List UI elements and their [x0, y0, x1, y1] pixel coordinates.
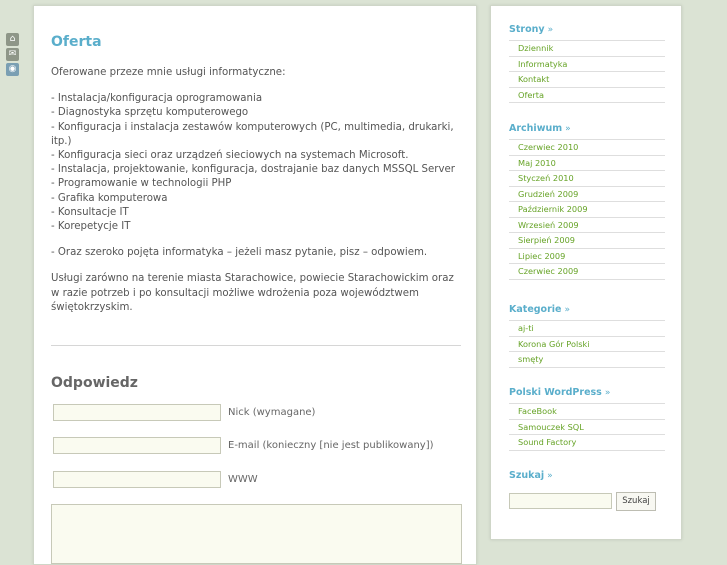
post-intro: Oferowane przeze mnie usługi informatyczne: — [51, 67, 286, 78]
arrow-icon: » — [565, 124, 571, 134]
email-label: E-mail (konieczny [nie jest publikowany]) — [228, 440, 434, 451]
search-button[interactable]: Szukaj — [616, 492, 656, 511]
search-input[interactable] — [509, 493, 612, 509]
sidebar-section-strony — [509, 23, 665, 103]
sidebar-link-informatyka[interactable]: Informatyka — [509, 57, 665, 73]
nick-input[interactable] — [53, 404, 221, 421]
sidebar-section-polski-wordpress — [509, 386, 665, 451]
comment-textarea[interactable] — [51, 504, 462, 564]
service-item: - Korepetycje IT — [51, 221, 131, 233]
email-input[interactable] — [53, 437, 221, 454]
service-item: - Programowanie w technologii PHP — [51, 178, 232, 190]
email-icon[interactable]: ✉ — [6, 48, 19, 61]
sidebar — [490, 5, 682, 540]
service-item: - Instalacja, projektowanie, konfiguracja, dostrajanie baz danych MSSQL Server — [51, 164, 455, 176]
blogroll-link[interactable]: Sound Factory — [509, 435, 665, 451]
reply-title: Odpowiedz — [51, 375, 138, 391]
sidebar-section-szukaj — [509, 469, 665, 483]
category-link[interactable]: aj-ti — [509, 321, 665, 337]
sidebar-heading-szukaj: Szukaj — [509, 470, 545, 481]
category-link[interactable]: Korona Gór Polski — [509, 337, 665, 353]
archive-link[interactable]: Październik 2009 — [509, 202, 665, 218]
arrow-icon: » — [547, 25, 554, 35]
service-item: - Konfiguracja sieci oraz urządzeń sieciowych na systemach Microsoft. — [51, 150, 409, 162]
sidebar-link-kontakt[interactable]: Kontakt — [509, 72, 665, 88]
strony-list — [509, 40, 665, 103]
kategorie-list — [509, 320, 665, 368]
www-label: WWW — [228, 474, 258, 485]
rss-icon[interactable]: ◉ — [6, 63, 19, 76]
arrow-icon: » — [604, 388, 611, 398]
sidebar-link-dziennik[interactable]: Dziennik — [509, 41, 665, 57]
home-icon[interactable]: ⌂ — [6, 33, 19, 46]
archive-link[interactable]: Styczeń 2010 — [509, 171, 665, 187]
sidebar-heading-kategorie: Kategorie — [509, 304, 562, 315]
archiwum-list — [509, 139, 665, 280]
category-link[interactable]: smęty — [509, 352, 665, 368]
archive-link[interactable]: Maj 2010 — [509, 156, 665, 172]
service-item: - Konsultacje IT — [51, 206, 129, 218]
sidebar-heading-archiwum: Archiwum — [509, 123, 563, 134]
archive-link[interactable]: Wrzesień 2009 — [509, 218, 665, 234]
archive-link[interactable]: Sierpień 2009 — [509, 233, 665, 249]
arrow-icon: » — [547, 471, 553, 481]
service-item: - Instalacja/konfiguracja oprogramowania — [51, 93, 263, 105]
services-list — [51, 92, 463, 234]
blogroll-link[interactable]: FaceBook — [509, 404, 665, 420]
sidebar-section-archiwum — [509, 122, 665, 280]
arrow-icon: » — [564, 305, 570, 315]
post-extra: - Oraz szeroko pojęta informatyka – jeżeli masz pytanie, pisz – odpowiem. — [51, 247, 428, 259]
archive-link[interactable]: Lipiec 2009 — [509, 249, 665, 265]
service-item: - Grafika komputerowa — [51, 192, 168, 204]
post-body — [51, 66, 463, 315]
www-input[interactable] — [53, 471, 221, 488]
post-area: Usługi zarówno na terenie miasta Starachowice, powiecie Starachowickim oraz w razie potrzeb i po konsultacji możliwe wdrożenia poza województwem świętokrzyskim. — [51, 273, 454, 313]
service-item: - Diagnostyka sprzętu komputerowego — [51, 107, 249, 119]
side-icons — [6, 33, 19, 78]
sidebar-heading-strony: Strony — [509, 24, 545, 35]
sidebar-heading-polski-wordpress: Polski WordPress — [509, 387, 602, 398]
nick-label: Nick (wymagane) — [228, 407, 316, 418]
archive-link[interactable]: Czerwiec 2009 — [509, 264, 665, 280]
archive-link[interactable]: Grudzień 2009 — [509, 187, 665, 203]
sidebar-section-kategorie — [509, 303, 665, 368]
archive-link[interactable]: Czerwiec 2010 — [509, 140, 665, 156]
post-title[interactable]: Oferta — [51, 34, 102, 50]
blogroll-link[interactable]: Samouczek SQL — [509, 420, 665, 436]
polski-wordpress-list — [509, 403, 665, 451]
divider — [51, 345, 461, 346]
sidebar-link-oferta[interactable]: Oferta — [509, 88, 665, 104]
service-item: - Konfiguracja i instalacja zestawów komputerowych (PC, multimedia, drukarki, itp.) — [51, 121, 454, 147]
main-content — [33, 5, 477, 565]
